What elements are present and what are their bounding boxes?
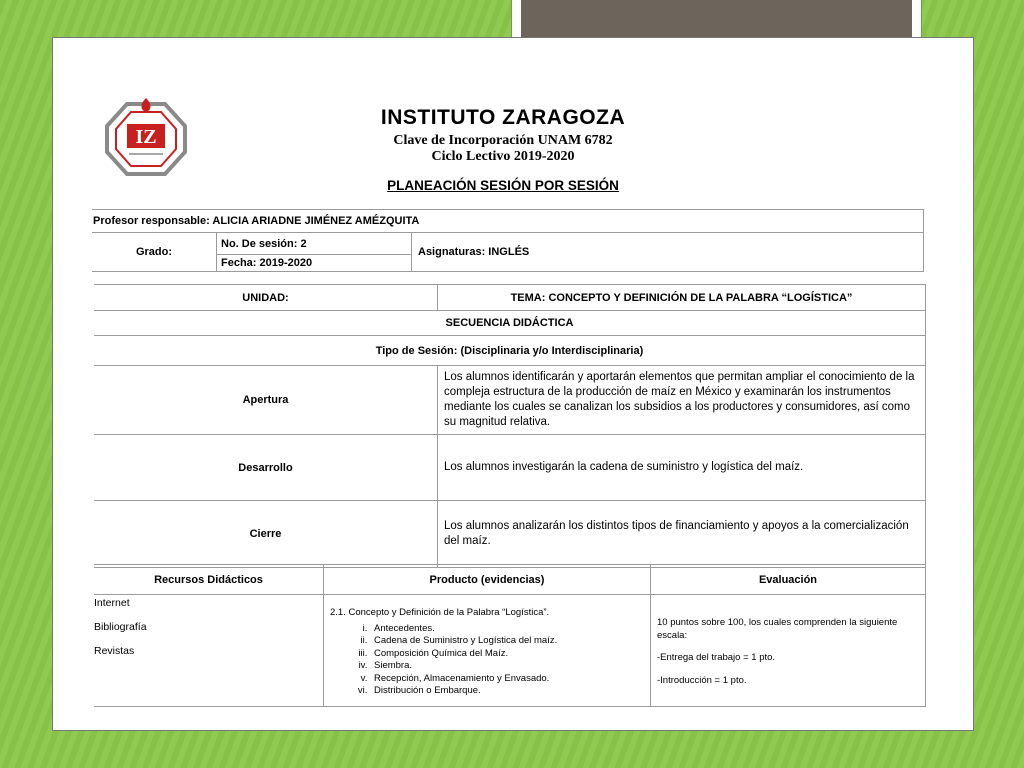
list-item: v. Recepción, Almacenamiento y Envasado. bbox=[370, 673, 644, 686]
desarrollo-text: Los alumnos investigarán la cadena de suministro y logística del maíz. bbox=[438, 435, 926, 501]
incorporation-code: Clave de Incorporación UNAM 6782 bbox=[393, 133, 613, 148]
institute-title: INSTITUTO ZARAGOZA bbox=[380, 106, 626, 129]
list-item: vi. Distribución o Embarque. bbox=[370, 685, 644, 698]
resource-item: Revistas bbox=[94, 645, 135, 657]
teacher-name: Profesor responsable: ALICIA ARIADNE JIMÉNEZ AMÉZQUITA bbox=[92, 210, 924, 233]
svg-text:IZ: IZ bbox=[135, 126, 157, 148]
list-item: iv. Siembra. bbox=[370, 660, 644, 673]
evaluation-header: Evaluación bbox=[651, 565, 926, 595]
product-list bbox=[330, 623, 644, 698]
school-cycle: Ciclo Lectivo 2019-2020 bbox=[431, 149, 575, 164]
unit-label: UNIDAD: bbox=[94, 285, 438, 311]
resources-list bbox=[94, 595, 324, 707]
session-type: Tipo de Sesión: (Disciplinaria y/o Interdisciplinaria) bbox=[94, 336, 926, 366]
product-header: Producto (evidencias) bbox=[324, 565, 651, 595]
product-title: 2.1. Concepto y Definición de la Palabra “Logística”. bbox=[330, 607, 550, 618]
session-number: No. De sesión: 2 bbox=[217, 233, 412, 255]
list-item: iii. Composición Química del Maíz. bbox=[370, 648, 644, 661]
session-date: Fecha: 2019-2020 bbox=[217, 255, 412, 272]
evaluation-scale: 10 puntos sobre 100, los cuales comprenden la siguiente escala: bbox=[657, 617, 898, 641]
apertura-text: Los alumnos identificarán y aportarán elementos que permitan ampliar el conocimiento de la compleja estructura de la producción de maíz en México y examinarán los instrumentos mediante los cuales se canalizan los subsidios a los productores y consumidores, así como su magnitud relativa. bbox=[438, 366, 926, 435]
topic: TEMA: CONCEPTO Y DEFINICIÓN DE LA PALABRA “LOGÍSTICA” bbox=[438, 285, 926, 311]
grade-label: Grado: bbox=[92, 233, 217, 272]
cierre-text: Los alumnos analizarán los distintos tipos de financiamiento y apoyos a la comercialización del maíz. bbox=[438, 501, 926, 568]
list-item: i. Antecedentes. bbox=[370, 623, 644, 636]
product-evidence bbox=[324, 595, 651, 707]
evaluation-item: -Entrega del trabajo = 1 pto. bbox=[657, 652, 776, 663]
desarrollo-label: Desarrollo bbox=[94, 435, 438, 501]
slide-document bbox=[52, 37, 974, 731]
didactic-sequence-label: SECUENCIA DIDÁCTICA bbox=[94, 311, 926, 336]
subjects: Asignaturas: INGLÉS bbox=[412, 233, 924, 272]
resources-header: Recursos Didácticos bbox=[94, 565, 324, 595]
resources-table bbox=[94, 564, 926, 707]
apertura-label: Apertura bbox=[94, 366, 438, 435]
evaluation-details bbox=[651, 595, 926, 707]
resource-item: Internet bbox=[94, 597, 130, 609]
list-item: ii. Cadena de Suministro y Logística del maíz. bbox=[370, 635, 644, 648]
resource-item: Bibliografía bbox=[94, 621, 147, 633]
didactic-plan-table bbox=[94, 284, 926, 568]
teacher-info-table bbox=[92, 209, 924, 272]
evaluation-item: -Introducción = 1 pto. bbox=[657, 674, 747, 686]
cierre-label: Cierre bbox=[94, 501, 438, 568]
planning-title: PLANEACIÓN SESIÓN POR SESIÓN bbox=[387, 178, 619, 193]
